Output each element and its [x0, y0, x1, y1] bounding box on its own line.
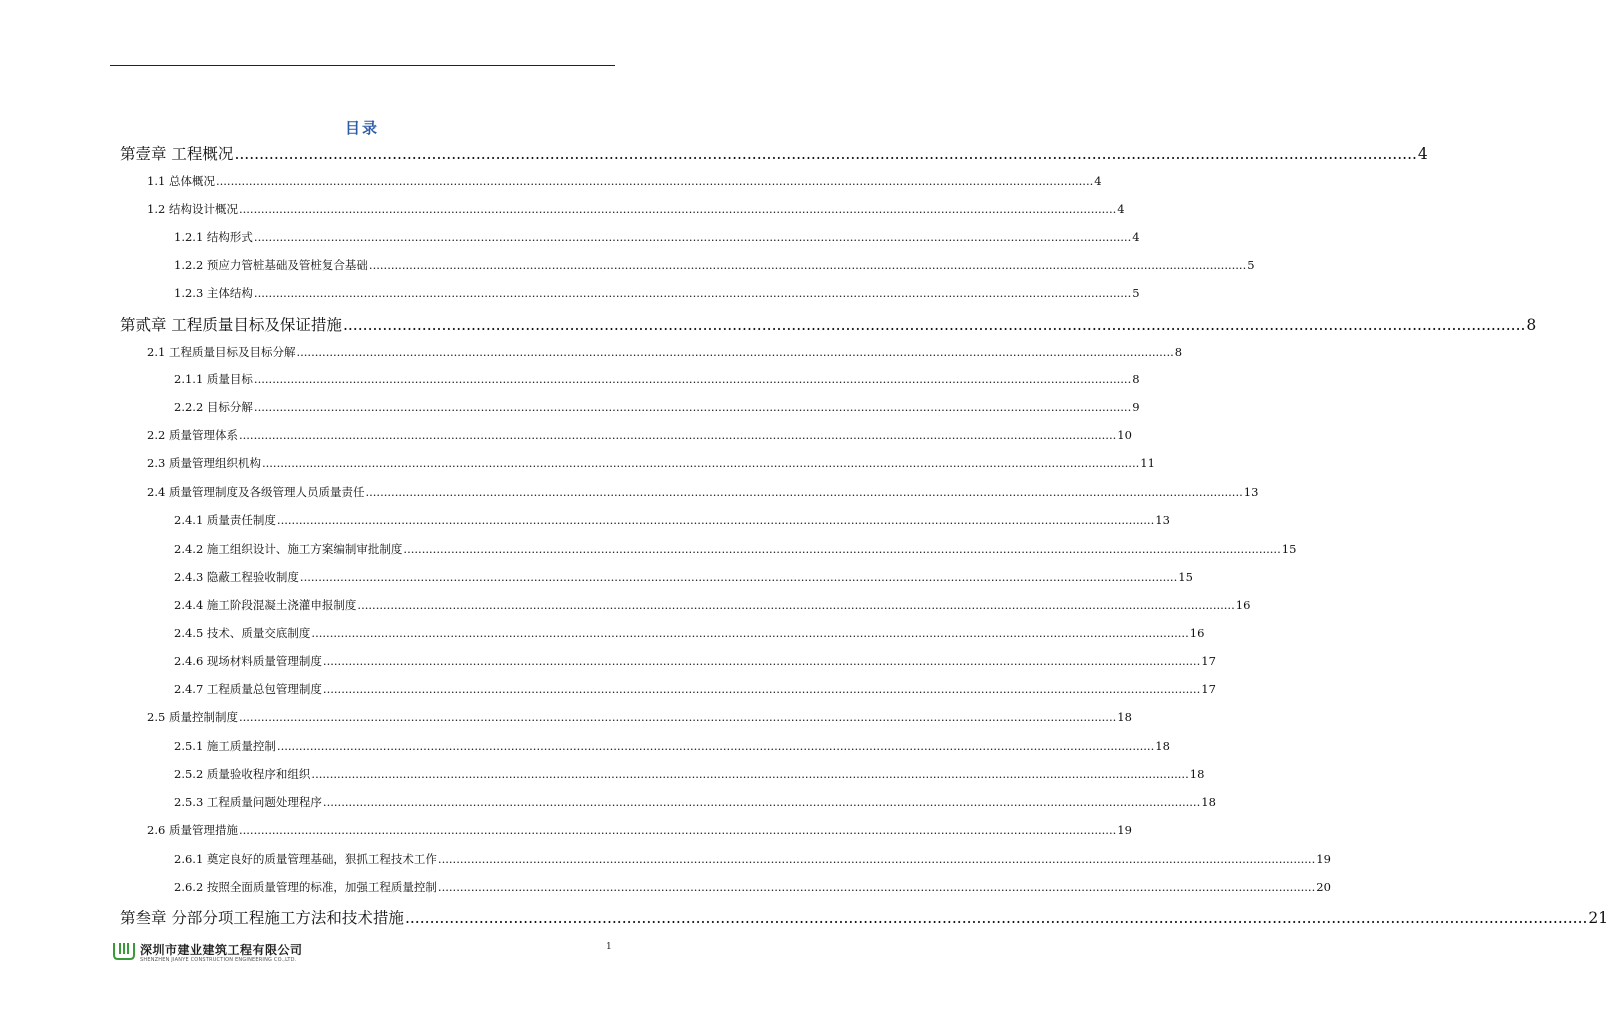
toc-page-number: 4: [1117, 202, 1125, 216]
toc-page-number: 18: [1155, 739, 1170, 753]
toc-entry[interactable]: [174, 371, 1140, 387]
toc-entry-title: 2.4.7 工程质量总包管理制度: [174, 682, 322, 696]
toc-entry-title: 2.6 质量管理措施: [147, 823, 238, 837]
toc-entry[interactable]: [174, 879, 1331, 895]
toc-dot-leader: ................................................................................................................................................................................................................................................: [238, 202, 1117, 216]
toc-page-number: 13: [1155, 513, 1170, 527]
toc-entry-title: 1.1 总体概况: [147, 174, 215, 188]
toc-page-number: 17: [1201, 654, 1216, 668]
toc-entry[interactable]: [147, 344, 1183, 360]
toc-entry-title: 2.4.3 隐蔽工程验收制度: [174, 570, 299, 584]
toc-entry-title: 1.2.2 预应力管桩基础及管桩复合基础: [174, 258, 368, 272]
toc-chapter-entry[interactable]: [120, 906, 1608, 928]
toc-entry[interactable]: [174, 541, 1297, 557]
toc-entry[interactable]: [174, 653, 1216, 669]
toc-dot-leader: ................................................................................................................................................................................................................................................: [253, 372, 1132, 386]
toc-dot-leader: ................................................................................................................................................................................................................................................: [403, 542, 1281, 556]
toc-page-number: 13: [1243, 485, 1259, 499]
toc-entry-title: 2.1.1 质量目标: [174, 372, 253, 386]
toc-dot-leader: ................................................................................................................................................................................................................................................: [322, 682, 1201, 696]
toc-dot-leader: ................................................................................................................................................................................................................................................: [253, 286, 1132, 300]
toc-entry-title: 2.6.2 按照全面质量管理的标准，加强工程质量控制: [174, 880, 437, 894]
page-number: 1: [606, 942, 612, 952]
toc-page-number: 8: [1132, 372, 1140, 386]
toc-entry-title: 2.4.4 施工阶段混凝土浇灌申报制度: [174, 598, 357, 612]
footer-company-name: 深圳市建业建筑工程有限公司: [140, 943, 303, 957]
toc-entry-title: 2.2 质量管理体系: [147, 428, 238, 442]
toc-dot-leader: ................................................................................................................................................................................................................................................: [322, 654, 1201, 668]
toc-entry-title: 1.2.1 结构形式: [174, 230, 253, 244]
toc-entry[interactable]: [174, 794, 1216, 810]
toc-page-number: 11: [1140, 456, 1155, 470]
toc-page-number: 9: [1132, 400, 1140, 414]
header-rule: [110, 65, 615, 66]
toc-page-number: 16: [1189, 626, 1205, 640]
toc-page-number: 19: [1117, 823, 1132, 837]
toc-page-number: 15: [1281, 542, 1297, 556]
toc-entry-title: 第叁章 分部分项工程施工方法和技术措施: [120, 909, 404, 927]
toc-dot-leader: ................................................................................................................................................................................................................................................: [365, 485, 1243, 499]
toc-entry-title: 2.4.2 施工组织设计、施工方案编制审批制度: [174, 542, 403, 556]
toc-entry[interactable]: [174, 738, 1170, 754]
footer-company-name-en: SHENZHEN JIANYE CONSTRUCTION ENGINEERING CO.,LTD.: [140, 957, 297, 963]
toc-entry-title: 2.4.1 质量责任制度: [174, 513, 276, 527]
toc-entry-title: 1.2.3 主体结构: [174, 286, 253, 300]
toc-entry[interactable]: [174, 512, 1170, 528]
toc-entry[interactable]: [174, 229, 1140, 245]
toc-entry-title: 2.4.6 现场材料质量管理制度: [174, 654, 322, 668]
toc-page-number: 16: [1235, 598, 1251, 612]
toc-entry[interactable]: [174, 597, 1251, 613]
toc-dot-leader: ................................................................................................................................................................................................................................................: [234, 145, 1417, 163]
toc-entry[interactable]: [147, 427, 1132, 443]
toc-page-number: 19: [1316, 852, 1331, 866]
toc-entry[interactable]: [174, 851, 1331, 867]
toc-entry[interactable]: [147, 822, 1132, 838]
toc-chapter-entry[interactable]: [120, 142, 1428, 164]
toc-page-number: 18: [1189, 767, 1205, 781]
toc-dot-leader: ................................................................................................................................................................................................................................................: [238, 823, 1117, 837]
toc-entry-title: 第壹章 工程概况: [120, 145, 234, 163]
toc-page-number: 4: [1132, 230, 1140, 244]
toc-entry[interactable]: [174, 681, 1216, 697]
toc-entry[interactable]: [147, 709, 1132, 725]
toc-entry[interactable]: [174, 399, 1140, 415]
toc-dot-leader: ................................................................................................................................................................................................................................................: [437, 852, 1316, 866]
toc-page-number: 20: [1316, 880, 1331, 894]
toc-page-number: 5: [1132, 286, 1140, 300]
toc-dot-leader: ................................................................................................................................................................................................................................................: [238, 710, 1117, 724]
toc-dot-leader: ................................................................................................................................................................................................................................................: [368, 258, 1247, 272]
toc-dot-leader: ................................................................................................................................................................................................................................................: [253, 230, 1132, 244]
toc-entry-title: 2.5.1 施工质量控制: [174, 739, 276, 753]
toc-entry-title: 2.1 工程质量目标及目标分解: [147, 345, 296, 359]
toc-page-number: 18: [1201, 795, 1216, 809]
toc-page-number: 8: [1174, 345, 1183, 359]
toc-entry[interactable]: [147, 484, 1259, 500]
toc-entry[interactable]: [174, 625, 1205, 641]
toc-entry-title: 2.4 质量管理制度及各级管理人员质量责任: [147, 485, 365, 499]
toc-dot-leader: ................................................................................................................................................................................................................................................: [342, 316, 1526, 334]
toc-page-number: 4: [1417, 145, 1428, 163]
toc-entry[interactable]: [174, 257, 1255, 273]
toc-entry[interactable]: [174, 766, 1205, 782]
toc-entry-title: 2.5 质量控制制度: [147, 710, 238, 724]
toc-title: 目录: [344, 119, 379, 137]
toc-dot-leader: ................................................................................................................................................................................................................................................: [261, 456, 1140, 470]
toc-dot-leader: ................................................................................................................................................................................................................................................: [276, 513, 1155, 527]
toc-dot-leader: ................................................................................................................................................................................................................................................: [311, 767, 1189, 781]
toc-entry-title: 2.6.1 奠定良好的质量管理基础，狠抓工程技术工作: [174, 852, 437, 866]
toc-entry[interactable]: [147, 173, 1102, 189]
toc-dot-leader: ................................................................................................................................................................................................................................................: [437, 880, 1316, 894]
toc-chapter-entry[interactable]: [120, 313, 1537, 335]
toc-page-number: 15: [1178, 570, 1193, 584]
toc-entry-title: 1.2 结构设计概况: [147, 202, 238, 216]
toc-dot-leader: ................................................................................................................................................................................................................................................: [299, 570, 1178, 584]
toc-dot-leader: ................................................................................................................................................................................................................................................: [238, 428, 1117, 442]
toc-entry-title: 第贰章 工程质量目标及保证措施: [120, 316, 342, 334]
toc-dot-leader: ................................................................................................................................................................................................................................................: [276, 739, 1155, 753]
toc-page-number: 18: [1117, 710, 1132, 724]
toc-entry[interactable]: [174, 285, 1140, 301]
toc-entry[interactable]: [147, 455, 1155, 471]
toc-dot-leader: ................................................................................................................................................................................................................................................: [296, 345, 1174, 359]
toc-entry[interactable]: [147, 201, 1125, 217]
toc-dot-leader: ................................................................................................................................................................................................................................................: [322, 795, 1201, 809]
toc-page-number: 8: [1526, 316, 1537, 334]
toc-page-number: 4: [1094, 174, 1102, 188]
toc-page-number: 21: [1588, 909, 1608, 927]
toc-dot-leader: ................................................................................................................................................................................................................................................: [253, 400, 1132, 414]
toc-entry-title: 2.4.5 技术、质量交底制度: [174, 626, 311, 640]
toc-entry-title: 2.3 质量管理组织机构: [147, 456, 261, 470]
toc-dot-leader: ................................................................................................................................................................................................................................................: [357, 598, 1235, 612]
company-logo-icon: [112, 941, 136, 961]
toc-page-number: 17: [1201, 682, 1216, 696]
toc-entry-title: 2.2.2 目标分解: [174, 400, 253, 414]
toc-page-number: 10: [1117, 428, 1132, 442]
toc-dot-leader: ................................................................................................................................................................................................................................................: [215, 174, 1094, 188]
toc-page-number: 5: [1247, 258, 1255, 272]
toc-entry-title: 2.5.2 质量验收程序和组织: [174, 767, 311, 781]
toc-entry-title: 2.5.3 工程质量问题处理程序: [174, 795, 322, 809]
toc-dot-leader: ................................................................................................................................................................................................................................................: [404, 909, 1588, 927]
toc-dot-leader: ................................................................................................................................................................................................................................................: [311, 626, 1189, 640]
toc-entry[interactable]: [174, 569, 1193, 585]
